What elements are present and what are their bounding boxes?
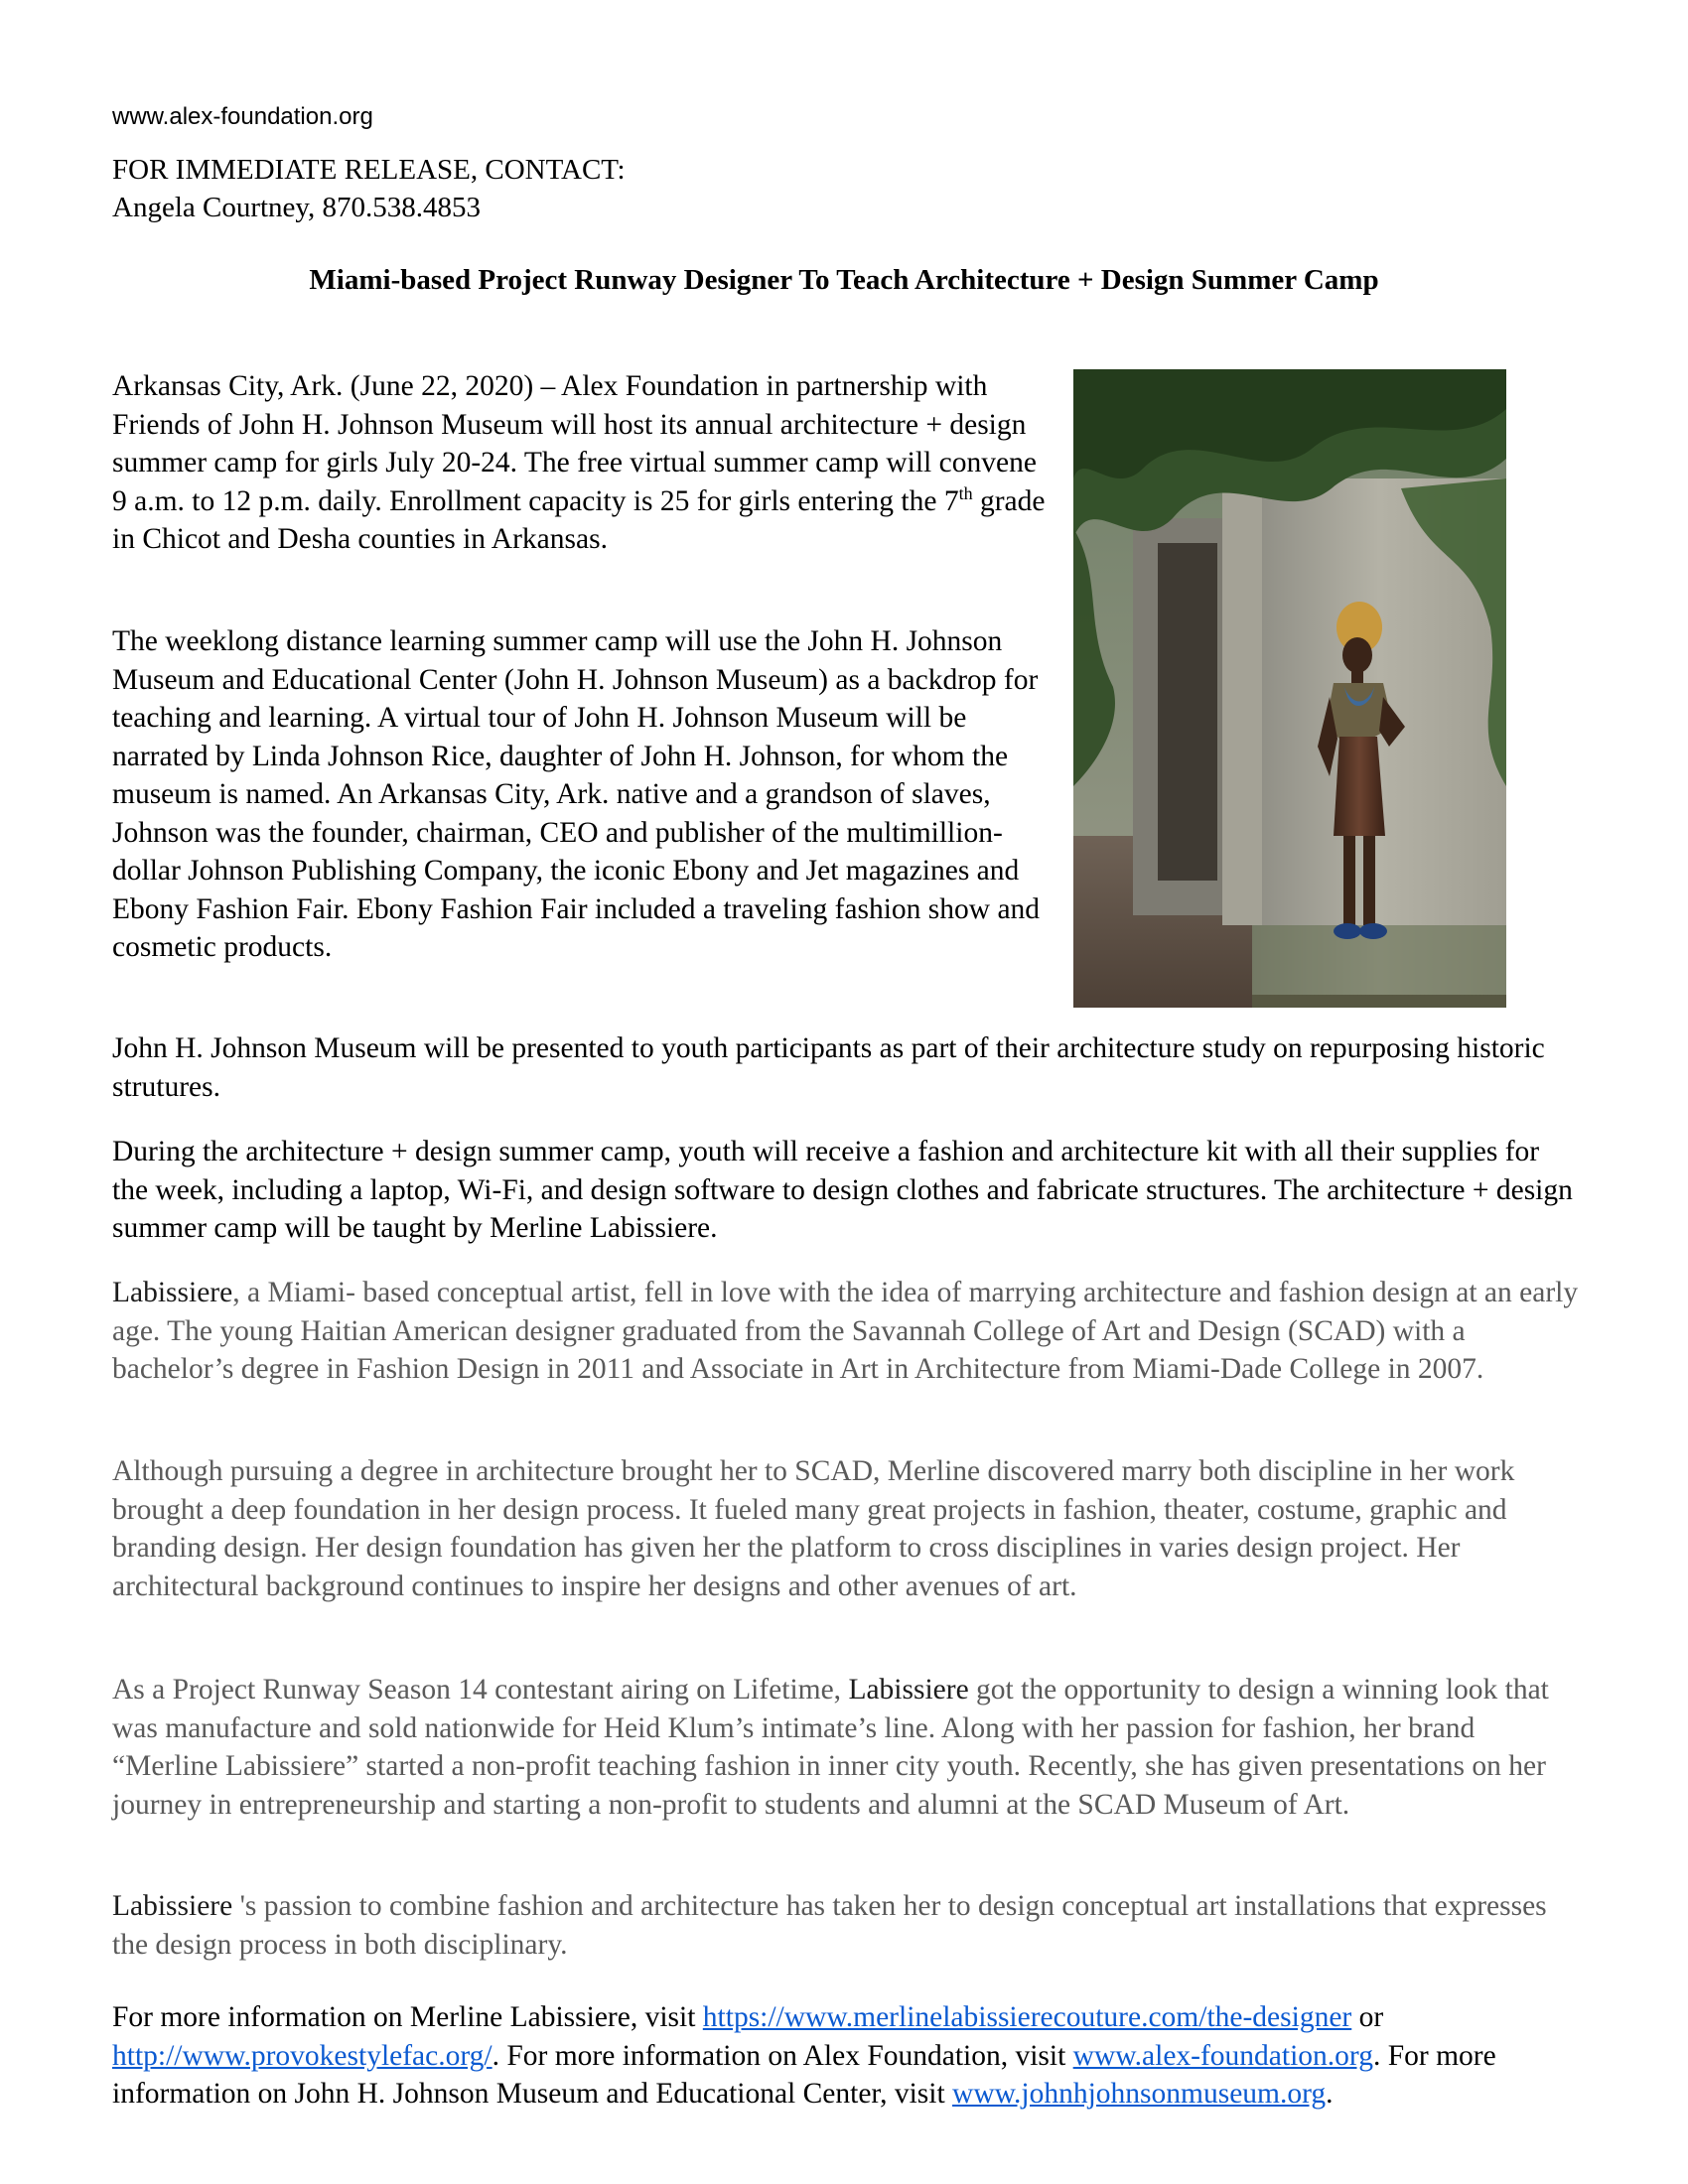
release-line: FOR IMMEDIATE RELEASE, CONTACT:: [112, 154, 626, 186]
info-text: . For more information on John H. Johnson Museum and Educational Center, visit: [112, 2039, 1496, 2110]
runway-text-end: got the opportunity to design a winning look that was manufacture and sold nationwide for Heid Klum’s intimate’s line. Along with her passion for fashion, her brand “Merline Labissiere” started a non-profit teaching fashion in inner city youth. Recently, she has given presentations on her journey in entrepreneurship and starting a non-profit to students and alumni at the SCAD Museum of Art.: [112, 1674, 1549, 1821]
paragraph-bio: [112, 1274, 1582, 1389]
designer-name: Labissiere: [112, 1890, 233, 1922]
museum-link[interactable]: www.johnhjohnsonmuseum.org: [952, 2078, 1327, 2110]
paragraph-intro: [112, 367, 1055, 559]
provoke-style-link[interactable]: http://www.provokestylefac.org/: [112, 2039, 492, 2072]
info-text: . For more information on Alex Foundation, visit: [492, 2039, 1073, 2072]
info-text: For more information on Merline Labissiere, visit: [112, 2001, 703, 2033]
intro-text: Arkansas City, Ark. (June 22, 2020) – Alex Foundation in partnership with Friends of John H. Johnson Museum will host its annual architecture + design summer camp for girls July 20-24. The free virtual summer camp will convene 9 a.m. to 12 p.m. daily. Enrollment capacity is 25 for girls entering the 7: [112, 370, 1037, 517]
designer-photo: [1073, 369, 1506, 1008]
paragraph-museum: The weeklong distance learning summer camp will use the John H. Johnson Museum and Educational Center (John H. Johnson Museum) as a backdrop for teaching and learning. A virtual tour of John H. Johnson Museum will be narrated by Linda Johnson Rice, daughter of John H. Johnson, for whom the museum is named. An Arkansas City, Ark. native and a grandson of slaves, Johnson was the founder, chairman, CEO and publisher of the multimillion-dollar Johnson Publishing Company, the iconic Ebony and Jet magazines and Ebony Fashion Fair. Ebony Fashion Fair included a traveling fashion show and cosmetic products.: [112, 625, 1041, 963]
bio-text: , a Miami- based conceptual artist, fell in love with the idea of marrying architecture and fashion design at an early age. The young Haitian American designer graduated from the Savannah College of Art and Design (SCAD) with a bachelor’s degree in Fashion Design in 2011 and Associate in Art in Architecture from Miami-Dade College in 2007.: [112, 1277, 1579, 1385]
designer-name: Labissiere: [112, 1277, 233, 1308]
paragraph-camp-kit: During the architecture + design summer camp, youth will receive a fashion and architecture kit with all their supplies for the week, including a laptop, Wi-Fi, and design software to design clothes and fabricate structures. The architecture + design summer camp will be taught by Merline Labissiere.: [112, 1136, 1573, 1244]
ordinal-suffix: th: [958, 482, 973, 503]
info-text: or: [1351, 2001, 1384, 2033]
paragraph-passion: [112, 1887, 1582, 1964]
designer-site-link[interactable]: https://www.merlinelabissierecouture.com/the-designer: [702, 2001, 1352, 2033]
paragraph-architecture: Although pursuing a degree in architecture brought her to SCAD, Merline discovered marry both discipline in her work brought a deep foundation in her design process. It fueled many great projects in fashion, theater, costume, graphic and branding design. Her design foundation has given her the platform to cross disciplines in varies design project. Her architectural background continues to inspire her designs and other avenues of art.: [112, 1455, 1515, 1602]
designer-name: Labissiere: [848, 1674, 969, 1706]
contact-block: [112, 151, 626, 226]
alex-foundation-link[interactable]: www.alex-foundation.org: [1072, 2039, 1373, 2072]
paragraph-more-info: [112, 1998, 1582, 2114]
intro-text-end: grade in Chicot and Desha counties in Arkansas.: [112, 484, 1046, 555]
passion-text: 's passion to combine fashion and architecture has taken her to design conceptual art installations that expresses the design process in both disciplinary.: [112, 1890, 1547, 1961]
paragraph-youth: John H. Johnson Museum will be presented to youth participants as part of their architecture study on repurposing historic strutures.: [112, 1032, 1545, 1103]
headline: Miami-based Project Runway Designer To Teach Architecture + Design Summer Camp: [309, 264, 1379, 296]
runway-text-start: As a Project Runway Season 14 contestant airing on Lifetime,: [112, 1674, 849, 1706]
website-url: www.alex-foundation.org: [112, 103, 373, 130]
contact-line: Angela Courtney, 870.538.4853: [112, 192, 482, 223]
paragraph-project-runway: [112, 1671, 1582, 1824]
info-text: .: [1326, 2078, 1334, 2110]
